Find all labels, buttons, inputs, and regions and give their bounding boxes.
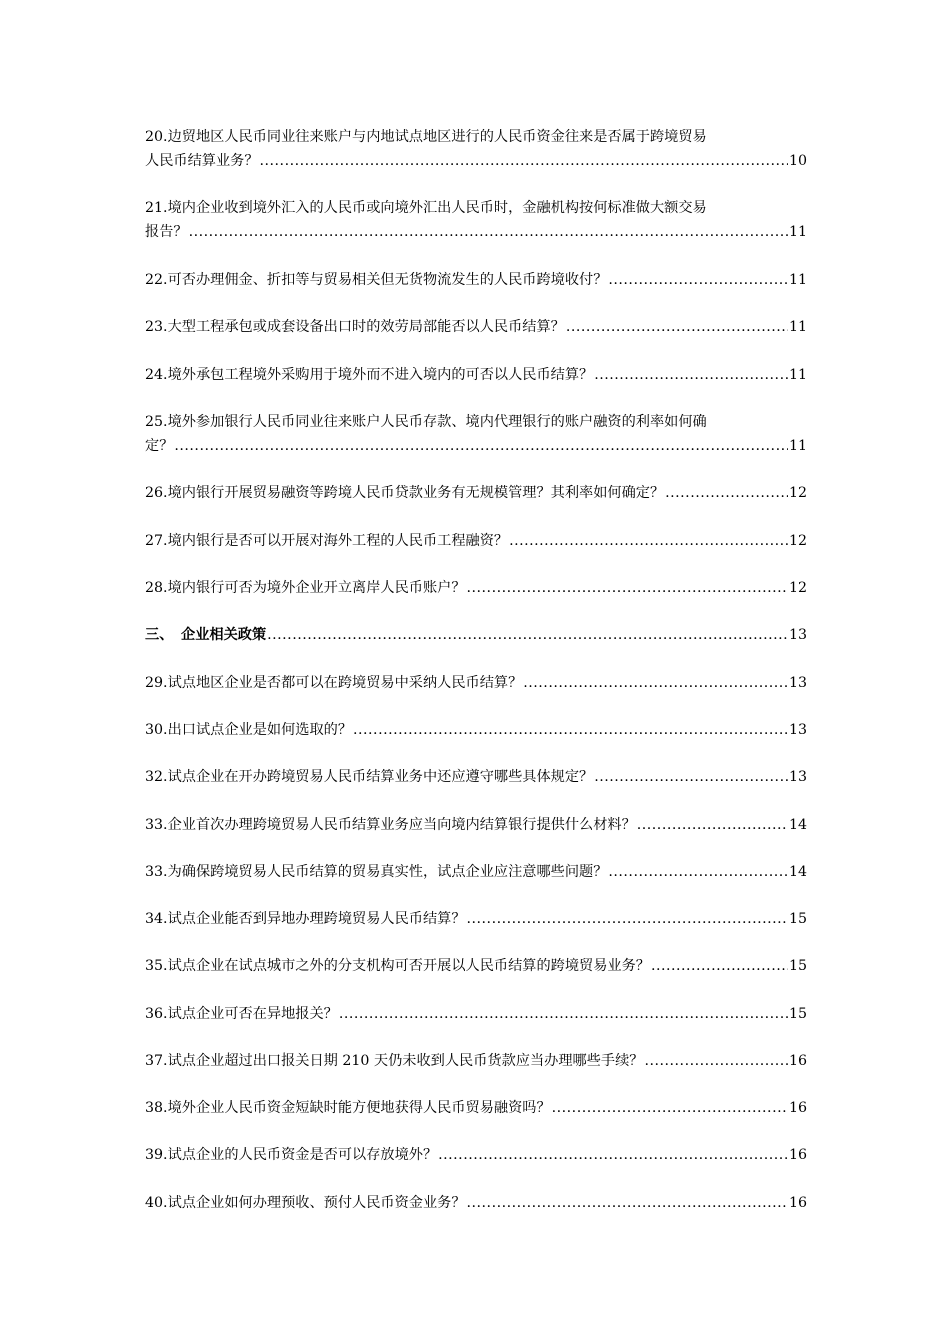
toc-leader-dots [267, 624, 788, 648]
toc-entry[interactable] [145, 197, 807, 244]
toc-leader-dots [594, 766, 788, 790]
toc-entry-title: 36.试点企业可否在异地报关？ [145, 1006, 338, 1022]
toc-page-number: 10 [788, 152, 807, 169]
toc-entry-title: 29.试点地区企业是否都可以在跨境贸易中采纳人民币结算？ [145, 675, 523, 691]
toc-page-number: 15 [788, 911, 807, 927]
toc-entry-title: 23.大型工程承包或成套设备出口时的效劳局部能否以人民币结算？ [145, 319, 565, 335]
toc-page-number: 11 [788, 272, 807, 288]
toc-leader-dots [467, 577, 788, 601]
toc-leader-dots [523, 672, 788, 696]
toc-leader-dots [260, 150, 788, 174]
toc-entry-title: 38.境外企业人民币资金短缺时能方便地获得人民币贸易融资吗？ [145, 1100, 551, 1116]
toc-entry[interactable] [145, 955, 807, 979]
toc-leader-dots [339, 1003, 788, 1027]
toc-page-number: 15 [788, 1006, 807, 1022]
toc-page-number: 13 [788, 722, 807, 738]
toc-entry-title: 33.为确保跨境贸易人民币结算的贸易真实性，试点企业应注意哪些问题？ [145, 864, 608, 880]
toc-page-number: 16 [788, 1147, 807, 1163]
toc-entry[interactable] [145, 126, 807, 173]
toc-entry[interactable] [145, 269, 807, 293]
toc-entry[interactable] [145, 1050, 807, 1074]
toc-entry-title: 22.可否办理佣金、折扣等与贸易相关但无货物流发生的人民币跨境收付？ [145, 272, 608, 288]
toc-leader-dots [637, 814, 788, 838]
toc-leader-dots [594, 364, 788, 388]
toc-page-number: 12 [788, 580, 807, 596]
toc-entry[interactable] [145, 672, 807, 696]
toc-page-number: 16 [788, 1100, 807, 1116]
toc-entry-title-line2: 报告？ [145, 223, 188, 240]
toc-entry-title: 28.境内银行可否为境外企业开立离岸人民币账户？ [145, 580, 466, 596]
toc-leader-dots [438, 1144, 788, 1168]
toc-section-heading[interactable] [145, 624, 807, 648]
toc-entry[interactable] [145, 1192, 807, 1216]
toc-entry-title: 34.试点企业能否到异地办理跨境贸易人民币结算？ [145, 911, 466, 927]
toc-page-number: 11 [788, 223, 807, 240]
toc-entry[interactable] [145, 766, 807, 790]
toc-leader-dots [651, 955, 788, 979]
toc-entry[interactable] [145, 1003, 807, 1027]
toc-entry-title: 37.试点企业超过出口报关日期 210 天仍未收到人民币货款应当办理哪些手续？ [145, 1053, 644, 1069]
toc-entry[interactable] [145, 1097, 807, 1121]
toc-entry[interactable] [145, 577, 807, 601]
toc-leader-dots [552, 1097, 788, 1121]
toc-entry-title-line1: 25.境外参加银行人民币同业往来账户人民币存款、境内代理银行的账户融资的利率如何确 [145, 414, 707, 430]
toc-entry[interactable] [145, 411, 807, 458]
toc-entry-title-line1: 21.境内企业收到境外汇入的人民币或向境外汇出人民币时，金融机构按何标准做大额交易 [145, 200, 707, 216]
toc-leader-dots [467, 908, 788, 932]
toc-entry-title: 24.境外承包工程境外采购用于境外而不进入境内的可否以人民币结算？ [145, 367, 594, 383]
toc-page-number: 13 [788, 675, 807, 691]
toc-section-title: 企业相关政策 [181, 627, 267, 643]
toc-leader-dots [665, 482, 788, 506]
toc-page-number: 12 [788, 533, 807, 549]
toc-leader-dots [608, 269, 788, 293]
toc-page-number: 12 [788, 485, 807, 501]
toc-page-number: 11 [788, 319, 807, 335]
toc-leader-dots [644, 1050, 787, 1074]
toc-entry-title: 40.试点企业如何办理预收、预付人民币资金业务？ [145, 1195, 466, 1211]
toc-leader-dots [174, 435, 788, 459]
toc-page-number: 13 [788, 627, 807, 643]
toc-entry[interactable] [145, 364, 807, 388]
toc-entry[interactable] [145, 814, 807, 838]
toc-leader-dots [353, 719, 788, 743]
toc-page-number: 15 [788, 958, 807, 974]
toc-entry[interactable] [145, 908, 807, 932]
toc-leader-dots [467, 1192, 788, 1216]
toc-page-number: 14 [788, 864, 807, 880]
toc-entry[interactable] [145, 530, 807, 554]
toc-entry-title-line2: 人民币结算业务？ [145, 152, 259, 169]
toc-section-number: 三、 [145, 627, 174, 643]
toc-entry[interactable] [145, 719, 807, 743]
toc-entry-title-line1: 20.边贸地区人民币同业往来账户与内地试点地区进行的人民币资金往来是否属于跨境贸易 [145, 129, 707, 145]
toc-entry-title: 30.出口试点企业是如何选取的？ [145, 722, 353, 738]
toc-leader-dots [189, 221, 788, 245]
toc-entry-title: 26.境内银行开展贸易融资等跨境人民币贷款业务有无规模管理？其利率如何确定？ [145, 485, 665, 501]
toc-page-number: 13 [788, 769, 807, 785]
toc-page-number: 14 [788, 817, 807, 833]
toc-page-number: 11 [788, 367, 807, 383]
toc-entry[interactable] [145, 861, 807, 885]
toc-page-number: 16 [788, 1195, 807, 1211]
toc-page-number: 16 [788, 1053, 807, 1069]
toc-entry-title: 32.试点企业在开办跨境贸易人民币结算业务中还应遵守哪些具体规定？ [145, 769, 594, 785]
toc-entry-title: 39.试点企业的人民币资金是否可以存放境外？ [145, 1147, 438, 1163]
toc-entry[interactable] [145, 482, 807, 506]
toc-leader-dots [509, 530, 788, 554]
toc-entry-title: 35.试点企业在试点城市之外的分支机构可否开展以人民币结算的跨境贸易业务？ [145, 958, 650, 974]
toc-leader-dots [566, 316, 788, 340]
toc-page-number: 11 [788, 437, 807, 454]
toc-leader-dots [608, 861, 788, 885]
toc-entry[interactable] [145, 1144, 807, 1168]
toc-entry-title: 27.境内银行是否可以开展对海外工程的人民币工程融资？ [145, 533, 509, 549]
toc-entry[interactable] [145, 316, 807, 340]
toc-entry-title-line2: 定？ [145, 437, 174, 454]
toc-entry-title: 33.企业首次办理跨境贸易人民币结算业务应当向境内结算银行提供什么材料？ [145, 817, 636, 833]
